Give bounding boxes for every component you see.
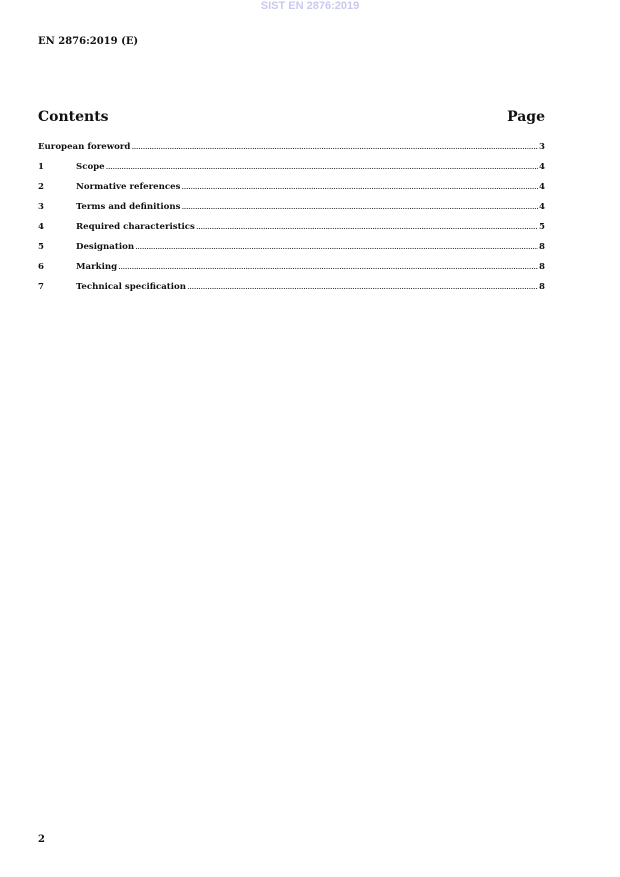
toc-entry-number: 4 [38,222,44,232]
toc-entry[interactable] [38,162,545,182]
toc-entry-title: European foreword [38,142,131,152]
toc-entry-number: 7 [38,282,44,292]
watermark: SIST EN 2876:2019 [260,0,360,12]
toc-entry[interactable] [38,202,545,222]
dot-leader [106,162,538,172]
dot-leader [196,222,538,232]
toc-entry-title: Marking [76,262,118,272]
toc-entry-number: 6 [38,262,44,272]
dot-leader [131,142,538,152]
contents-title: Contents [38,109,109,125]
toc-entry-page: 8 [539,242,545,252]
toc-entry-number: 3 [38,202,44,212]
toc-entry-page: 4 [539,182,545,192]
toc-entry-number: 2 [38,182,44,192]
table-of-contents [38,142,545,302]
toc-entry[interactable] [38,142,545,162]
toc-entry-number: 1 [38,162,44,172]
page-number: 2 [38,834,45,845]
toc-entry[interactable] [38,282,545,302]
toc-entry-number: 5 [38,242,44,252]
toc-entry[interactable] [38,182,545,202]
dot-leader [135,242,538,252]
document-header: EN 2876:2019 (E) [38,36,139,47]
toc-entry-page: 5 [539,222,545,232]
dot-leader [118,262,538,272]
toc-entry-title: Terms and definitions [76,202,181,212]
toc-entry-title: Designation [76,242,135,252]
toc-entry-title: Scope [76,162,105,172]
toc-entry-page: 8 [539,282,545,292]
toc-entry-page: 8 [539,262,545,272]
page-column-label: Page [507,109,545,125]
dot-leader [181,202,538,212]
toc-entry-title: Normative references [76,182,181,192]
dot-leader [181,182,538,192]
toc-entry[interactable] [38,242,545,262]
toc-entry-title: Technical specification [76,282,187,292]
toc-entry[interactable] [38,222,545,242]
dot-leader [187,282,538,292]
toc-entry[interactable] [38,262,545,282]
toc-entry-page: 4 [539,162,545,172]
toc-entry-page: 3 [539,142,545,152]
toc-entry-title: Required characteristics [76,222,195,232]
toc-entry-page: 4 [539,202,545,212]
contents-heading [38,109,545,125]
